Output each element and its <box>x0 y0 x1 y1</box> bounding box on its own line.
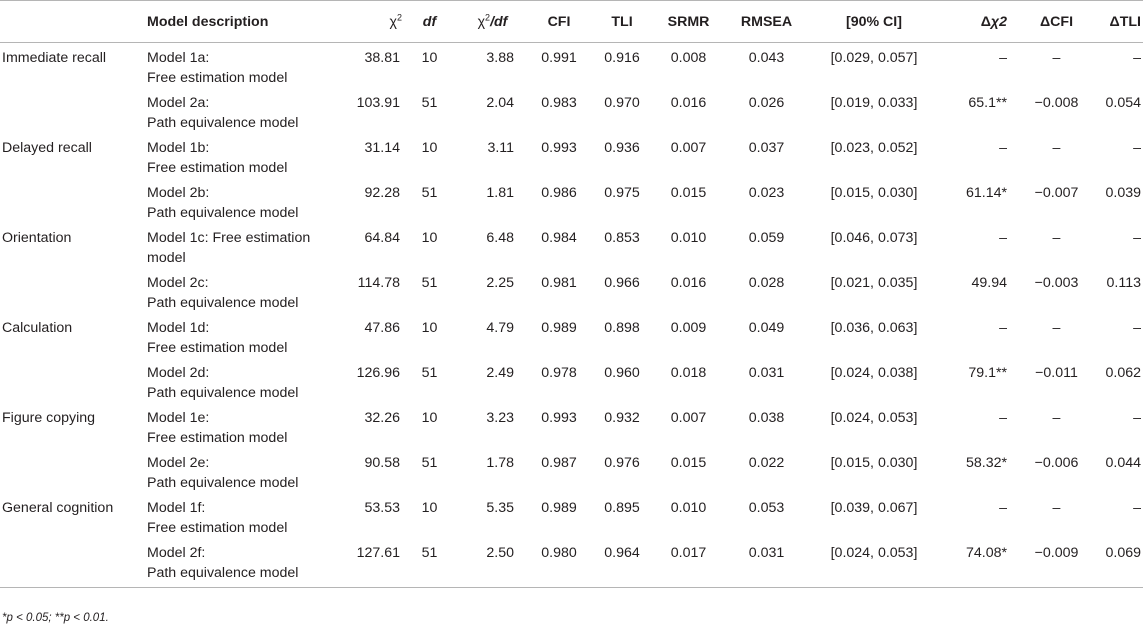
rmsea-cell: 0.043 <box>748 50 785 66</box>
delta-chi2-cell: – <box>999 410 1007 426</box>
cfi-cell: 0.981 <box>541 275 577 291</box>
chi2-cell: 38.81 <box>364 50 400 66</box>
tli-cell: 0.936 <box>604 140 640 156</box>
table-row <box>0 133 1143 178</box>
header-delta-symbol: Δ <box>980 13 991 30</box>
model-type: Path equivalence model <box>147 205 299 221</box>
ci-cell: [0.021, 0.035] <box>830 275 918 291</box>
delta-tli-cell: – <box>1133 320 1141 336</box>
model-type: model <box>147 250 186 266</box>
model-type: Free estimation model <box>147 430 288 446</box>
model-type: Path equivalence model <box>147 385 299 401</box>
chi2-cell: 127.61 <box>332 538 402 587</box>
model-description-cell <box>147 223 332 268</box>
delta-cfi-cell: – <box>1052 500 1061 516</box>
cfi-cell: 0.986 <box>541 185 577 201</box>
srmr-cell: 0.015 <box>670 455 707 471</box>
header-ci: [90% CI] <box>810 1 938 43</box>
model-type: Path equivalence model <box>147 565 299 581</box>
delta-chi2-cell: – <box>999 500 1007 516</box>
df-cell: 10 <box>421 320 438 336</box>
delta-chi2-cell: 65.1** <box>968 95 1007 111</box>
model-name: Model 1a: <box>147 50 210 66</box>
cfi-cell: 0.993 <box>541 140 577 156</box>
delta-cfi-cell: – <box>1052 410 1061 426</box>
header-chi2-df-symbol: χ <box>477 13 486 30</box>
table-row <box>0 313 1143 358</box>
srmr-cell: 0.018 <box>670 365 707 381</box>
ci-cell: [0.046, 0.073] <box>830 230 918 246</box>
ci-cell: [0.039, 0.067] <box>830 500 918 516</box>
ci-cell: [0.029, 0.057] <box>830 50 918 66</box>
srmr-cell: 0.010 <box>670 500 707 516</box>
chi2-cell: 103.91 <box>356 95 400 111</box>
srmr-cell: 0.017 <box>654 538 723 587</box>
tli-cell: 0.966 <box>604 275 640 291</box>
header-df: df <box>402 1 457 43</box>
chi2-df-cell: 1.78 <box>486 455 514 471</box>
delta-tli-cell: – <box>1133 500 1141 516</box>
delta-chi2-cell: 58.32* <box>965 455 1007 471</box>
ci-cell: [0.019, 0.033] <box>830 95 918 111</box>
table-row <box>0 448 1143 493</box>
chi2-cell: 92.28 <box>364 185 400 201</box>
chi2-df-cell: 3.11 <box>487 140 514 156</box>
cfi-cell: 0.980 <box>528 538 590 587</box>
delta-chi2-cell: 79.1** <box>968 365 1007 381</box>
model-name: Model 2d: <box>147 365 210 381</box>
srmr-cell: 0.009 <box>670 320 707 336</box>
df-cell: 10 <box>421 500 438 516</box>
group-cell <box>0 538 147 587</box>
table-body <box>0 43 1143 588</box>
delta-tli-cell: 0.039 <box>1105 185 1141 201</box>
group-cell: Figure copying <box>2 410 96 426</box>
table-header <box>0 1 1143 43</box>
rmsea-cell: 0.059 <box>748 230 785 246</box>
delta-tli-cell: 0.044 <box>1105 455 1141 471</box>
tli-cell: 0.895 <box>604 500 640 516</box>
table-row <box>0 493 1143 538</box>
df-cell: 10 <box>421 50 438 66</box>
tli-cell: 0.976 <box>604 455 640 471</box>
chi2-cell: 47.86 <box>364 320 400 336</box>
chi2-cell: 114.78 <box>357 275 400 291</box>
header-cfi: CFI <box>528 1 590 43</box>
group-cell: Orientation <box>2 230 72 246</box>
group-cell <box>0 358 147 403</box>
chi2-df-cell: 2.04 <box>486 95 514 111</box>
srmr-cell: 0.008 <box>670 50 707 66</box>
df-cell: 10 <box>421 140 438 156</box>
chi2-df-cell: 3.88 <box>486 50 514 66</box>
ci-cell: [0.023, 0.052] <box>830 140 918 156</box>
header-row <box>0 1 1143 43</box>
table-row <box>0 223 1143 268</box>
chi2-df-cell: 2.25 <box>486 275 514 291</box>
group-cell <box>0 268 147 313</box>
delta-chi2-cell: – <box>999 140 1007 156</box>
delta-cfi-cell: −0.008 <box>1034 95 1079 111</box>
header-chi2-df-sup: 2 <box>485 11 491 22</box>
table-row <box>0 43 1143 89</box>
chi2-df-cell: 1.81 <box>486 185 514 201</box>
delta-cfi-cell: −0.003 <box>1034 275 1079 291</box>
rmsea-cell: 0.053 <box>748 500 785 516</box>
chi2-df-cell: 5.35 <box>486 500 514 516</box>
rmsea-cell: 0.028 <box>748 275 785 291</box>
delta-cfi-cell: −0.007 <box>1034 185 1079 201</box>
delta-chi2-cell: 49.94 <box>971 275 1007 291</box>
chi2-cell: 31.14 <box>364 140 400 156</box>
chi2-df-cell: 3.23 <box>486 410 514 426</box>
model-name: Model 2a: <box>147 95 210 111</box>
delta-chi2-cell: 74.08* <box>938 538 1019 587</box>
chi2-df-cell: 2.50 <box>457 538 528 587</box>
model-name: Model 2c: <box>147 275 209 291</box>
srmr-cell: 0.015 <box>670 185 707 201</box>
header-chi2-symbol: χ <box>389 13 397 30</box>
model-description-cell <box>147 43 332 89</box>
header-chi2-df <box>457 1 528 43</box>
ci-cell: [0.036, 0.063] <box>830 320 918 336</box>
header-chi2-sup: 2 <box>396 11 402 22</box>
chi2-cell: 64.84 <box>364 230 400 246</box>
model-name: Model 1f: <box>147 500 206 516</box>
model-name: Model 1d: <box>147 320 210 336</box>
chi2-cell: 126.96 <box>356 365 400 381</box>
chi2-cell: 53.53 <box>364 500 400 516</box>
srmr-cell: 0.016 <box>670 95 707 111</box>
tli-cell: 0.932 <box>604 410 640 426</box>
delta-tli-cell: 0.062 <box>1105 365 1141 381</box>
delta-tli-cell: – <box>1133 230 1141 246</box>
cfi-cell: 0.984 <box>541 230 577 246</box>
model-description-cell <box>147 133 332 178</box>
cfi-cell: 0.978 <box>541 365 577 381</box>
rmsea-cell: 0.037 <box>748 140 785 156</box>
header-chi2-df-suffix: /df <box>490 13 508 30</box>
chi2-df-cell: 6.48 <box>486 230 514 246</box>
model-description-cell <box>147 403 332 448</box>
model-name: Model 2b: <box>147 185 210 201</box>
model-description-cell <box>147 448 332 493</box>
tli-cell: 0.898 <box>604 320 640 336</box>
model-type: Free estimation model <box>147 160 288 176</box>
srmr-cell: 0.010 <box>670 230 707 246</box>
table-row <box>0 268 1143 313</box>
group-cell: General cognition <box>2 500 114 516</box>
model-name: Model 2f: <box>147 545 206 561</box>
table-row <box>0 178 1143 223</box>
delta-tli-cell: – <box>1133 50 1141 66</box>
ci-cell: [0.024, 0.053] <box>810 538 938 587</box>
ci-cell: [0.015, 0.030] <box>830 455 918 471</box>
header-delta-chi2 <box>938 1 1019 43</box>
table-row <box>0 538 1143 587</box>
df-cell: 51 <box>402 538 457 587</box>
model-name: Model 2e: <box>147 455 210 471</box>
delta-cfi-cell: – <box>1052 320 1061 336</box>
df-cell: 10 <box>421 230 438 246</box>
chi2-cell: 90.58 <box>364 455 400 471</box>
chi2-df-cell: 4.79 <box>486 320 514 336</box>
model-name: Model 1b: <box>147 140 210 156</box>
delta-tli-cell: – <box>1133 410 1141 426</box>
table-footnote: *p < 0.05; **p < 0.01. <box>2 612 109 624</box>
tli-cell: 0.960 <box>604 365 640 381</box>
ci-cell: [0.024, 0.038] <box>830 365 918 381</box>
model-name: Model 1c: Free estimation <box>147 230 311 246</box>
rmsea-cell: 0.026 <box>748 95 785 111</box>
header-chi2 <box>332 1 402 43</box>
header-group <box>0 1 147 43</box>
srmr-cell: 0.007 <box>670 140 707 156</box>
delta-cfi-cell: −0.009 <box>1019 538 1094 587</box>
model-name: Model 1e: <box>147 410 210 426</box>
cfi-cell: 0.983 <box>541 95 577 111</box>
header-delta-tli: ΔTLI <box>1094 1 1143 43</box>
cfi-cell: 0.993 <box>541 410 577 426</box>
rmsea-cell: 0.023 <box>748 185 785 201</box>
header-rmsea: RMSEA <box>723 1 810 43</box>
model-type: Free estimation model <box>147 340 288 356</box>
table-row <box>0 358 1143 403</box>
delta-cfi-cell: −0.011 <box>1035 365 1078 381</box>
ci-cell: [0.024, 0.053] <box>830 410 918 426</box>
header-delta-cfi: ΔCFI <box>1019 1 1094 43</box>
cfi-cell: 0.987 <box>541 455 577 471</box>
model-type: Free estimation model <box>147 520 288 536</box>
header-tli: TLI <box>590 1 654 43</box>
model-description-cell <box>147 88 332 133</box>
rmsea-cell: 0.049 <box>748 320 785 336</box>
model-description-cell <box>147 178 332 223</box>
model-description-cell <box>147 493 332 538</box>
delta-chi2-cell: – <box>999 230 1007 246</box>
df-cell: 10 <box>421 410 438 426</box>
model-description-cell <box>147 313 332 358</box>
group-cell <box>0 88 147 133</box>
rmsea-cell: 0.031 <box>723 538 810 587</box>
df-cell: 51 <box>421 185 438 201</box>
srmr-cell: 0.016 <box>670 275 707 291</box>
header-model-description: Model description <box>147 1 332 43</box>
group-cell: Calculation <box>2 320 73 336</box>
delta-tli-cell: 0.069 <box>1094 538 1143 587</box>
chi2-df-cell: 2.49 <box>486 365 514 381</box>
tli-cell: 0.975 <box>604 185 640 201</box>
rmsea-cell: 0.038 <box>748 410 785 426</box>
group-cell: Delayed recall <box>2 140 92 156</box>
tli-cell: 0.853 <box>604 230 640 246</box>
group-cell <box>0 178 147 223</box>
tli-cell: 0.964 <box>590 538 654 587</box>
delta-cfi-cell: – <box>1052 230 1061 246</box>
model-description-cell <box>147 268 332 313</box>
tli-cell: 0.970 <box>604 95 640 111</box>
model-description-cell <box>147 538 332 587</box>
delta-cfi-cell: −0.006 <box>1034 455 1079 471</box>
model-type: Free estimation model <box>147 70 288 86</box>
rmsea-cell: 0.022 <box>748 455 785 471</box>
group-cell: Immediate recall <box>2 50 107 66</box>
table-row <box>0 88 1143 133</box>
df-cell: 51 <box>421 275 438 291</box>
model-type: Path equivalence model <box>147 115 299 131</box>
df-cell: 51 <box>421 455 438 471</box>
cfi-cell: 0.989 <box>541 320 577 336</box>
cfi-cell: 0.989 <box>541 500 577 516</box>
delta-chi2-cell: – <box>999 50 1007 66</box>
model-type: Path equivalence model <box>147 295 299 311</box>
ci-cell: [0.015, 0.030] <box>830 185 918 201</box>
header-delta-chi2-text: χ2 <box>990 13 1007 30</box>
table-row <box>0 403 1143 448</box>
delta-chi2-cell: 61.14* <box>965 185 1007 201</box>
delta-tli-cell: 0.113 <box>1106 275 1141 291</box>
rmsea-cell: 0.031 <box>748 365 785 381</box>
df-cell: 51 <box>421 365 438 381</box>
group-cell <box>0 448 147 493</box>
header-srmr: SRMR <box>654 1 723 43</box>
model-description-cell <box>147 358 332 403</box>
tli-cell: 0.916 <box>604 50 640 66</box>
cfi-cell: 0.991 <box>541 50 577 66</box>
delta-tli-cell: – <box>1133 140 1141 156</box>
model-type: Path equivalence model <box>147 475 299 491</box>
chi2-cell: 32.26 <box>364 410 400 426</box>
delta-tli-cell: 0.054 <box>1105 95 1141 111</box>
delta-chi2-cell: – <box>999 320 1007 336</box>
srmr-cell: 0.007 <box>670 410 707 426</box>
delta-cfi-cell: – <box>1052 50 1061 66</box>
df-cell: 51 <box>421 95 438 111</box>
delta-cfi-cell: – <box>1052 140 1061 156</box>
